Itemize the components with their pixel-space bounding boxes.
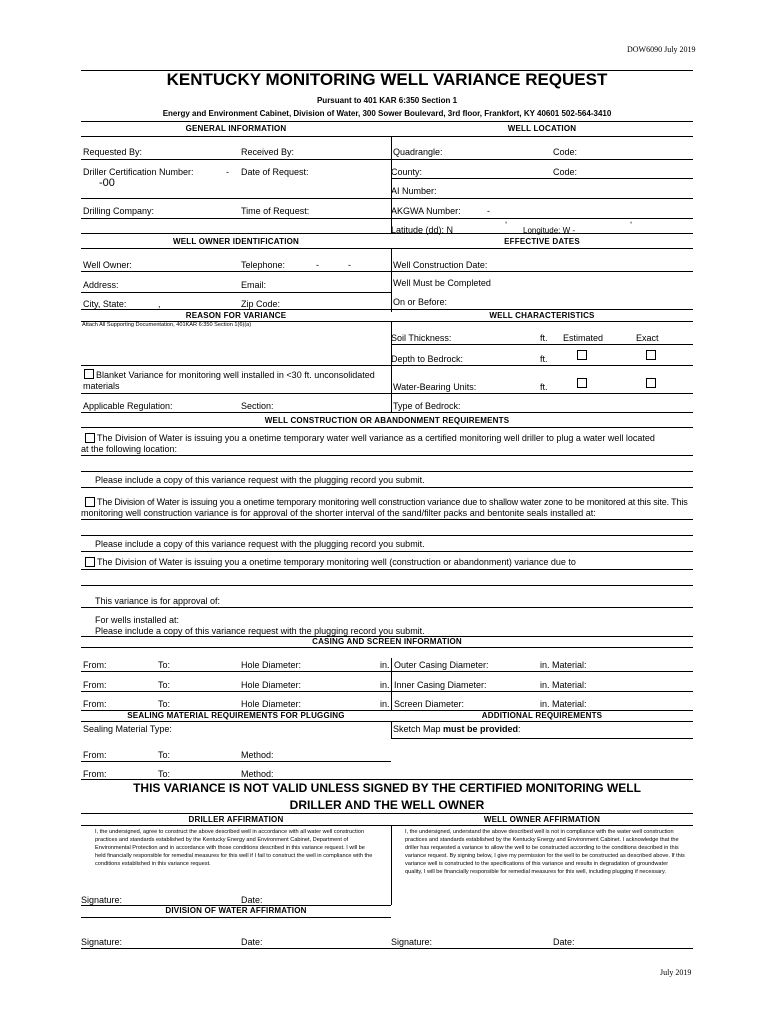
reason-header: REASON FOR VARIANCE (185, 311, 287, 320)
shallow-variance-checkbox[interactable] (85, 497, 95, 507)
general-info-header: GENERAL INFORMATION (185, 124, 287, 133)
rule (81, 455, 693, 456)
owner-signature-label: Signature: (391, 937, 433, 947)
plug-variance-checkbox[interactable] (85, 433, 95, 443)
rule (81, 607, 693, 608)
driller-affirmation-header: DRILLER AFFIRMATION (188, 815, 284, 824)
rule (81, 647, 693, 648)
driller-date-label: Date: (241, 895, 263, 905)
rule (81, 309, 693, 310)
on-or-before-label: On or Before: (393, 297, 448, 307)
water-estimated-checkbox[interactable] (577, 378, 587, 388)
casing-row-3-material: in. Material: (540, 699, 587, 709)
telephone-label: Telephone: (241, 260, 286, 270)
casing-row-3-from: From: (83, 699, 107, 709)
city-state-comma: , (158, 299, 161, 309)
rule (81, 691, 693, 692)
date-of-request-label: Date of Request: (241, 167, 309, 177)
owner-affirmation-text: I, the undersigned, understand the above described well is not in compliance with the water well construction practices and standards established by the Kentucky Energy and Environment Cabinet. I acknowledge that the driller has requested a variance to allow the well to be constructed according to the conditions described in this variance request. By signing below, I give my permission for the well to be constructed as described above. If this variance well is constructed to the specifications of this variance and results in degradation of groundwater quality, I will be financially responsible for remedial measures for this well, including plugging if necessary. (405, 829, 685, 875)
casing-row-2-material: in. Material: (540, 680, 587, 690)
latitude-label: Latitude (dd): N (391, 225, 454, 235)
rule (81, 198, 693, 199)
soil-thickness-label: Soil Thickness: (391, 333, 452, 343)
ai-number-label: AI Number: (391, 186, 437, 196)
warning-line-1: THIS VARIANCE IS NOT VALID UNLESS SIGNED BY THE CERTIFIED MONITORING WELL (133, 781, 641, 795)
plug-variance-text: The Division of Water is issuing you a onetime temporary water well variance as a certified monitoring well driller to plug a water well located (97, 433, 655, 443)
rule (81, 248, 693, 249)
driller-cert-label: Driller Certification Number: (83, 167, 194, 177)
sealing-type-label: Sealing Material Type: (83, 724, 172, 734)
driller-cert-dash: - (226, 167, 229, 177)
county-code-label: Code: (553, 167, 578, 177)
shallow-variance-text: The Division of Water is issuing you a onetime temporary monitoring well construction variance due to shallow water zone to be monitored at this site. This (97, 497, 688, 507)
zip-code-label: Zip Code: (241, 299, 281, 309)
address-label: Address: (83, 280, 119, 290)
drilling-company-label: Drilling Company: (83, 206, 155, 216)
blanket-variance-label-2: materials (83, 381, 120, 391)
email-label: Email: (241, 280, 267, 290)
sketch-map-colon: : (518, 724, 521, 734)
county-label: County: (391, 167, 423, 177)
rule (81, 569, 693, 570)
rule (81, 761, 391, 762)
quadrangle-code-label: Code: (553, 147, 578, 157)
sealing-row-1-to: To: (158, 750, 171, 760)
casing-row-2-to: To: (158, 680, 171, 690)
copy-note-3: Please include a copy of this variance request with the plugging record you submit. (95, 626, 425, 636)
owner-id-header: WELL OWNER IDENTIFICATION (172, 237, 300, 246)
shallow-variance-text-2: monitoring well construction variance is for approval of the shorter interval of the sand/filter packs and bentonite seals installed at: (81, 508, 596, 518)
driller-affirmation-text: I, the undersigned, agree to construct the above described well in accordance with all water well construction practices and standards established by the Kentucky Energy and Environment Cabinet, Department of Environmental Protection and in accordance with those conditions described in this variance request. I will be held financially responsible for remedial measures for this well if I fail to construct the well in compliance with the conditions established in this variance request. (95, 829, 373, 867)
division-affirmation-header: DIVISION OF WATER AFFIRMATION (165, 906, 307, 915)
rule (81, 427, 693, 428)
depth-exact-checkbox[interactable] (646, 350, 656, 360)
telephone-dash-1: - (316, 260, 319, 270)
rule (391, 344, 693, 345)
latitude-degree: ° (505, 222, 508, 228)
owner-affirmation-header: WELL OWNER AFFIRMATION (483, 815, 601, 824)
copy-note-2: Please include a copy of this variance request with the plugging record you submit. (95, 539, 425, 549)
rule (81, 585, 693, 586)
construction-req-header: WELL CONSTRUCTION OR ABANDONMENT REQUIREMENTS (264, 416, 510, 425)
rule (81, 271, 693, 272)
exact-label: Exact (636, 333, 659, 343)
casing-row-1-material: in. Material: (540, 660, 587, 670)
construction-date-label: Well Construction Date: (393, 260, 488, 270)
inner-casing-label: Inner Casing Diameter: (394, 680, 487, 690)
plug-variance-text-2: at the following location: (81, 444, 178, 454)
driller-signature-label: Signature: (81, 895, 123, 905)
longitude-degree: ° (630, 222, 633, 228)
longitude-label: Longitude: W - (523, 226, 576, 235)
copy-note-1: Please include a copy of this variance request with the plugging record you submit. (95, 475, 425, 485)
rule (81, 365, 693, 366)
sketch-map-text: Sketch Map (393, 724, 444, 734)
document-code: DOW6090 July 2019 (627, 45, 696, 54)
rule (81, 487, 693, 488)
requested-by-label: Requested By: (83, 147, 143, 157)
well-location-header: WELL LOCATION (507, 124, 577, 133)
water-exact-checkbox[interactable] (646, 378, 656, 388)
estimated-label: Estimated (563, 333, 604, 343)
sealing-header: SEALING MATERIAL REQUIREMENTS FOR PLUGGING (127, 711, 345, 720)
warning-line-2: DRILLER AND THE WELL OWNER (289, 798, 485, 812)
page-subtitle: Pursuant to 401 KAR 6:350 Section 1 (316, 96, 458, 105)
footer-date: July 2019 (660, 968, 692, 977)
quadrangle-label: Quadrangle: (393, 147, 443, 157)
water-bearing-label: Water-Bearing Units: (393, 382, 477, 392)
must-be-completed-label: Well Must be Completed (393, 278, 491, 288)
attach-note: Attach All Supporting Documentation, 401KAR 6:350 Section 1(6)(a) (82, 322, 252, 328)
received-by-label: Received By: (241, 147, 295, 157)
divider (391, 248, 392, 312)
applicable-regulation-label: Applicable Regulation: (83, 401, 173, 411)
rule (391, 738, 693, 739)
divider (391, 721, 392, 739)
section-label: Section: (241, 401, 274, 411)
sketch-map-note (393, 724, 521, 734)
divider (391, 825, 392, 905)
casing-row-1-in: in. (380, 660, 390, 670)
owner-date-label: Date: (553, 937, 575, 947)
time-of-request-label: Time of Request: (241, 206, 310, 216)
onetime-variance-text: The Division of Water is issuing you a onetime temporary monitoring well (construction or abandonment) variance due to (97, 557, 576, 567)
outer-casing-label: Outer Casing Diameter: (394, 660, 489, 670)
akgwa-dash: - (487, 206, 490, 216)
additional-header: ADDITIONAL REQUIREMENTS (481, 711, 603, 720)
soil-ft-label: ft. (540, 333, 548, 343)
casing-row-1-to: To: (158, 660, 171, 670)
type-bedrock-label: Type of Bedrock: (393, 401, 461, 411)
rule (81, 671, 693, 672)
casing-row-2-in: in. (380, 680, 390, 690)
approval-of-label: This variance is for approval of: (95, 596, 221, 606)
sealing-row-2-method: Method: (241, 769, 274, 779)
rule (81, 233, 693, 234)
rule (81, 779, 693, 780)
casing-row-1-from: From: (83, 660, 107, 670)
well-characteristics-header: WELL CHARACTERISTICS (489, 311, 595, 320)
effective-dates-header: EFFECTIVE DATES (504, 237, 580, 246)
rule (391, 178, 693, 179)
rule (81, 825, 693, 826)
telephone-dash-2: - (348, 260, 351, 270)
address-line: Energy and Environment Cabinet, Division of Water, 300 Sower Boulevard, 3rd floor, Frankfort, KY 40601 502-564-3410 (162, 109, 612, 118)
casing-header: CASING AND SCREEN INFORMATION (312, 637, 462, 646)
sealing-row-2-from: From: (83, 769, 107, 779)
depth-ft-label: ft. (540, 354, 548, 364)
rule (81, 519, 693, 520)
rule (81, 159, 693, 160)
casing-row-2-hole: Hole Diameter: (241, 680, 302, 690)
rule (81, 136, 693, 137)
rule (81, 471, 693, 472)
divider (391, 658, 392, 710)
division-signature-label: Signature: (81, 937, 123, 947)
page-title: KENTUCKY MONITORING WELL VARIANCE REQUEST (166, 70, 608, 89)
rule (81, 121, 693, 122)
casing-row-3-hole: Hole Diameter: (241, 699, 302, 709)
rule (81, 412, 693, 413)
well-owner-label: Well Owner: (83, 260, 132, 270)
rule (81, 535, 693, 536)
rule (81, 721, 693, 722)
depth-estimated-checkbox[interactable] (577, 350, 587, 360)
screen-diameter-label: Screen Diameter: (394, 699, 465, 709)
driller-cert-suffix: -00 (99, 177, 115, 189)
rule (81, 393, 693, 394)
water-ft-label: ft. (540, 382, 548, 392)
rule (81, 292, 391, 293)
rule (81, 813, 693, 814)
rule (81, 948, 693, 949)
casing-row-3-to: To: (158, 699, 171, 709)
rule (81, 218, 693, 219)
sketch-map-bold: must be provided (443, 724, 519, 734)
sealing-row-1-from: From: (83, 750, 107, 760)
city-state-label: City, State: (83, 299, 127, 309)
wells-installed-at-label: For wells installed at: (95, 615, 180, 625)
depth-bedrock-label: Depth to Bedrock: (391, 354, 464, 364)
rule (81, 551, 693, 552)
rule (81, 917, 391, 918)
casing-row-2-from: From: (83, 680, 107, 690)
blanket-variance-label: Blanket Variance for monitoring well installed in <30 ft. unconsolidated (96, 370, 375, 380)
akgwa-number-label: AKGWA Number: (391, 206, 461, 216)
onetime-variance-checkbox[interactable] (85, 557, 95, 567)
casing-row-1-hole: Hole Diameter: (241, 660, 302, 670)
sealing-row-1-method: Method: (241, 750, 274, 760)
blanket-variance-checkbox[interactable] (84, 369, 94, 379)
casing-row-3-in: in. (380, 699, 390, 709)
sealing-row-2-to: To: (158, 769, 171, 779)
division-date-label: Date: (241, 937, 263, 947)
